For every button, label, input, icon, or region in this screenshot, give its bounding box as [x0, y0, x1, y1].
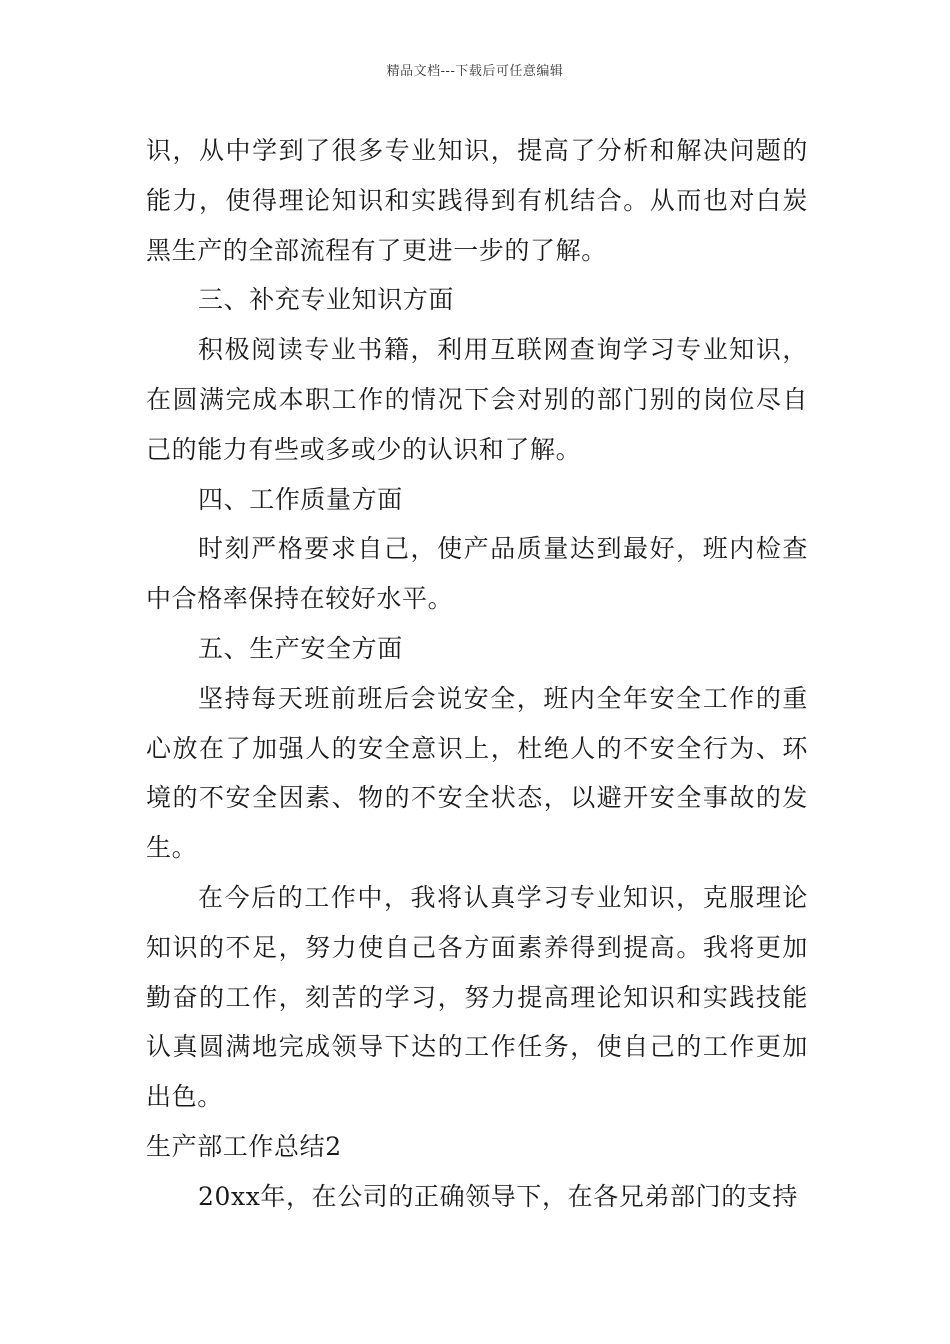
paragraph-production-safety: 坚持每天班前班后会说安全，班内全年安全工作的重心放在了加强人的安全意识上，杜绝人的不安全行为、环境的不安全因素、物的不安全状态，以避开安全事故的发生。 — [146, 683, 808, 863]
page-header: 精品文档---下载后可任意编辑 — [386, 64, 564, 79]
document-subtitle: 生产部工作总结2 — [146, 1131, 342, 1161]
section-heading-3: 三、补充专业知识方面 — [198, 285, 455, 315]
paragraph-professional-knowledge: 积极阅读专业书籍，利用互联网查询学习专业知识，在圆满完成本职工作的情况下会对别的部门别的岗位尽自己的能力有些或多或少的认识和了解。 — [146, 335, 808, 464]
section-heading-4: 四、工作质量方面 — [198, 484, 403, 514]
paragraph-work-quality: 时刻严格要求自己，使产品质量达到最好，班内检查中合格率保持在较好水平。 — [146, 534, 808, 614]
paragraph-continuation: 识，从中学到了很多专业知识，提高了分析和解决问题的能力，使得理论知识和实践得到有机结合。从而也对白炭黑生产的全部流程有了更进一步的了解。 — [146, 136, 808, 265]
paragraph-future-work: 在今后的工作中，我将认真学习专业知识，克服理论知识的不足，努力使自己各方面素养得到提高。我将更加勤奋的工作，刻苦的学习，努力提高理论知识和实践技能认真圆满地完成领导下达的工作任务，使自己的工作更加出色。 — [146, 882, 808, 1112]
document-body — [146, 126, 808, 1222]
paragraph-summary-intro: 20xx年，在公司的正确领导下，在各兄弟部门的支持 — [198, 1181, 799, 1211]
section-heading-5: 五、生产安全方面 — [198, 633, 403, 663]
